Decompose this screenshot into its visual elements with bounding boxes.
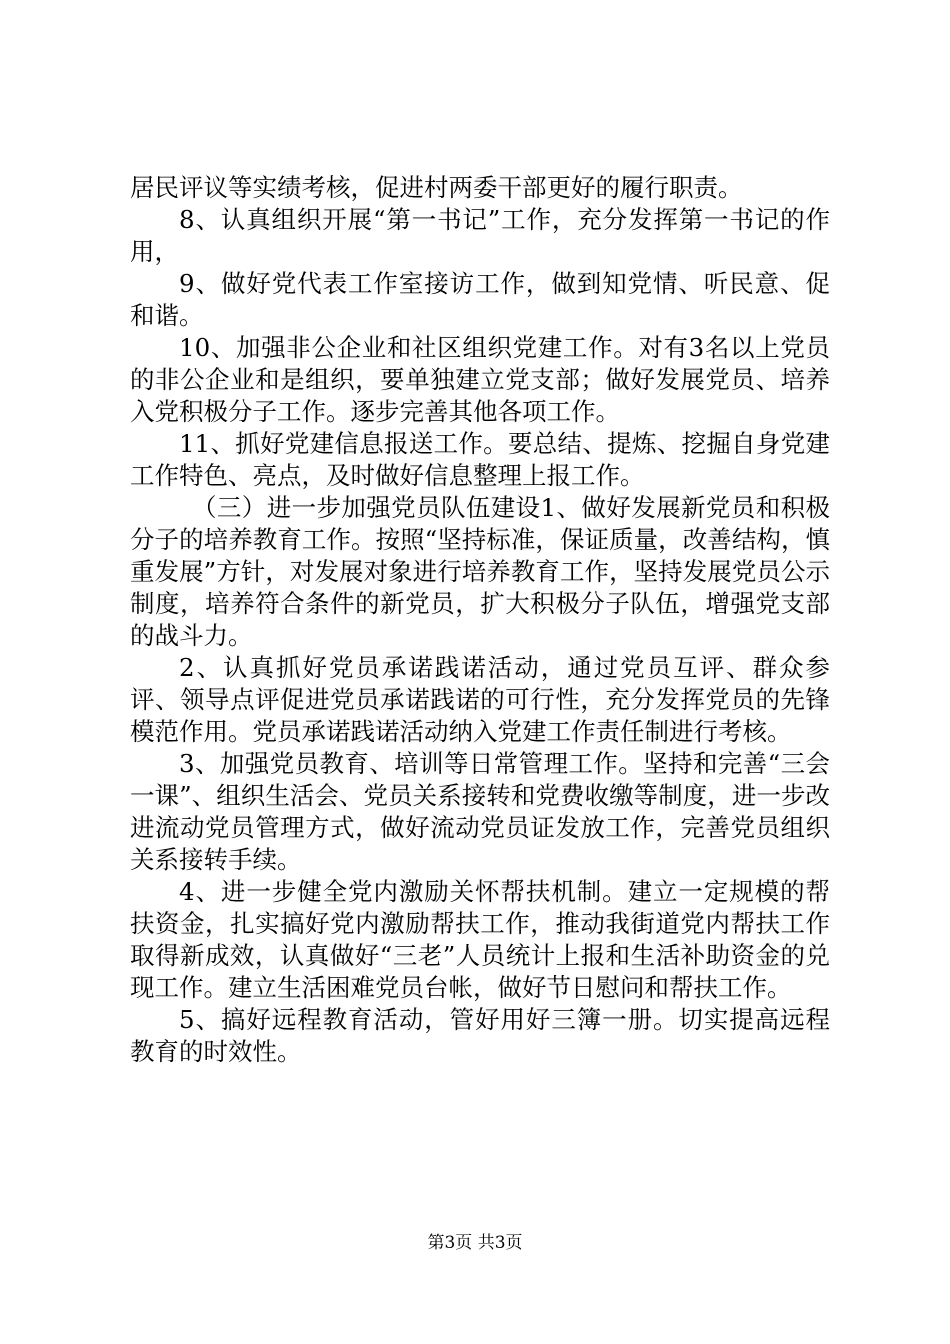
document-body bbox=[130, 172, 830, 1068]
paragraph-item-5: 5、搞好远程教育活动，管好用好三簿一册。切实提高远程教育的时效性。 bbox=[130, 1005, 830, 1066]
paragraph-item-9: 9、做好党代表工作室接访工作，做到知党情、听民意、促和谐。 bbox=[130, 269, 830, 330]
paragraph-continuation: 居民评议等实绩考核，促进村两委干部更好的履行职责。 bbox=[130, 173, 743, 202]
page-number-footer: 第3页 共3页 bbox=[427, 1233, 523, 1253]
paragraph-item-11: 11、抓好党建信息报送工作。要总结、提炼、挖掘自身党建工作特色、亮点，及时做好信息整理上报工作。 bbox=[130, 429, 830, 490]
paragraph-item-2: 2、认真抓好党员承诺践诺活动，通过党员互评、群众参评、领导点评促进党员承诺践诺的可行性，充分发挥党员的先锋模范作用。党员承诺践诺活动纳入党建工作责任制进行考核。 bbox=[130, 653, 830, 746]
paragraph-item-8: 8、认真组织开展“第一书记”工作，充分发挥第一书记的作用， bbox=[130, 205, 830, 266]
paragraph-item-3: 3、加强党员教育、培训等日常管理工作。坚持和完善“三会一课”、组织生活会、党员关系接转和党费收缴等制度，进一步改进流动党员管理方式，做好流动党员证发放工作，完善党员组织关系接转手续。 bbox=[130, 749, 830, 874]
paragraph-item-10: 10、加强非公企业和社区组织党建工作。对有3名以上党员的非公企业和是组织，要单独建立党支部；做好发展党员、培养入党积极分子工作。逐步完善其他各项工作。 bbox=[130, 333, 830, 426]
paragraph-section-3: （三）进一步加强党员队伍建设1、做好发展新党员和积极分子的培养教育工作。按照“坚持标准，保证质量，改善结构，慎重发展”方针，对发展对象进行培养教育工作，坚持发展党员公示制度，培养符合条件的新党员，扩大积极分子队伍，增强党支部的战斗力。 bbox=[130, 493, 830, 650]
paragraph-item-4: 4、进一步健全党内激励关怀帮扶机制。建立一定规模的帮扶资金，扎实搞好党内激励帮扶工作，推动我街道党内帮扶工作取得新成效，认真做好“三老”人员统计上报和生活补助资金的兑现工作。建立生活困难党员台帐，做好节日慰问和帮扶工作。 bbox=[130, 877, 830, 1002]
